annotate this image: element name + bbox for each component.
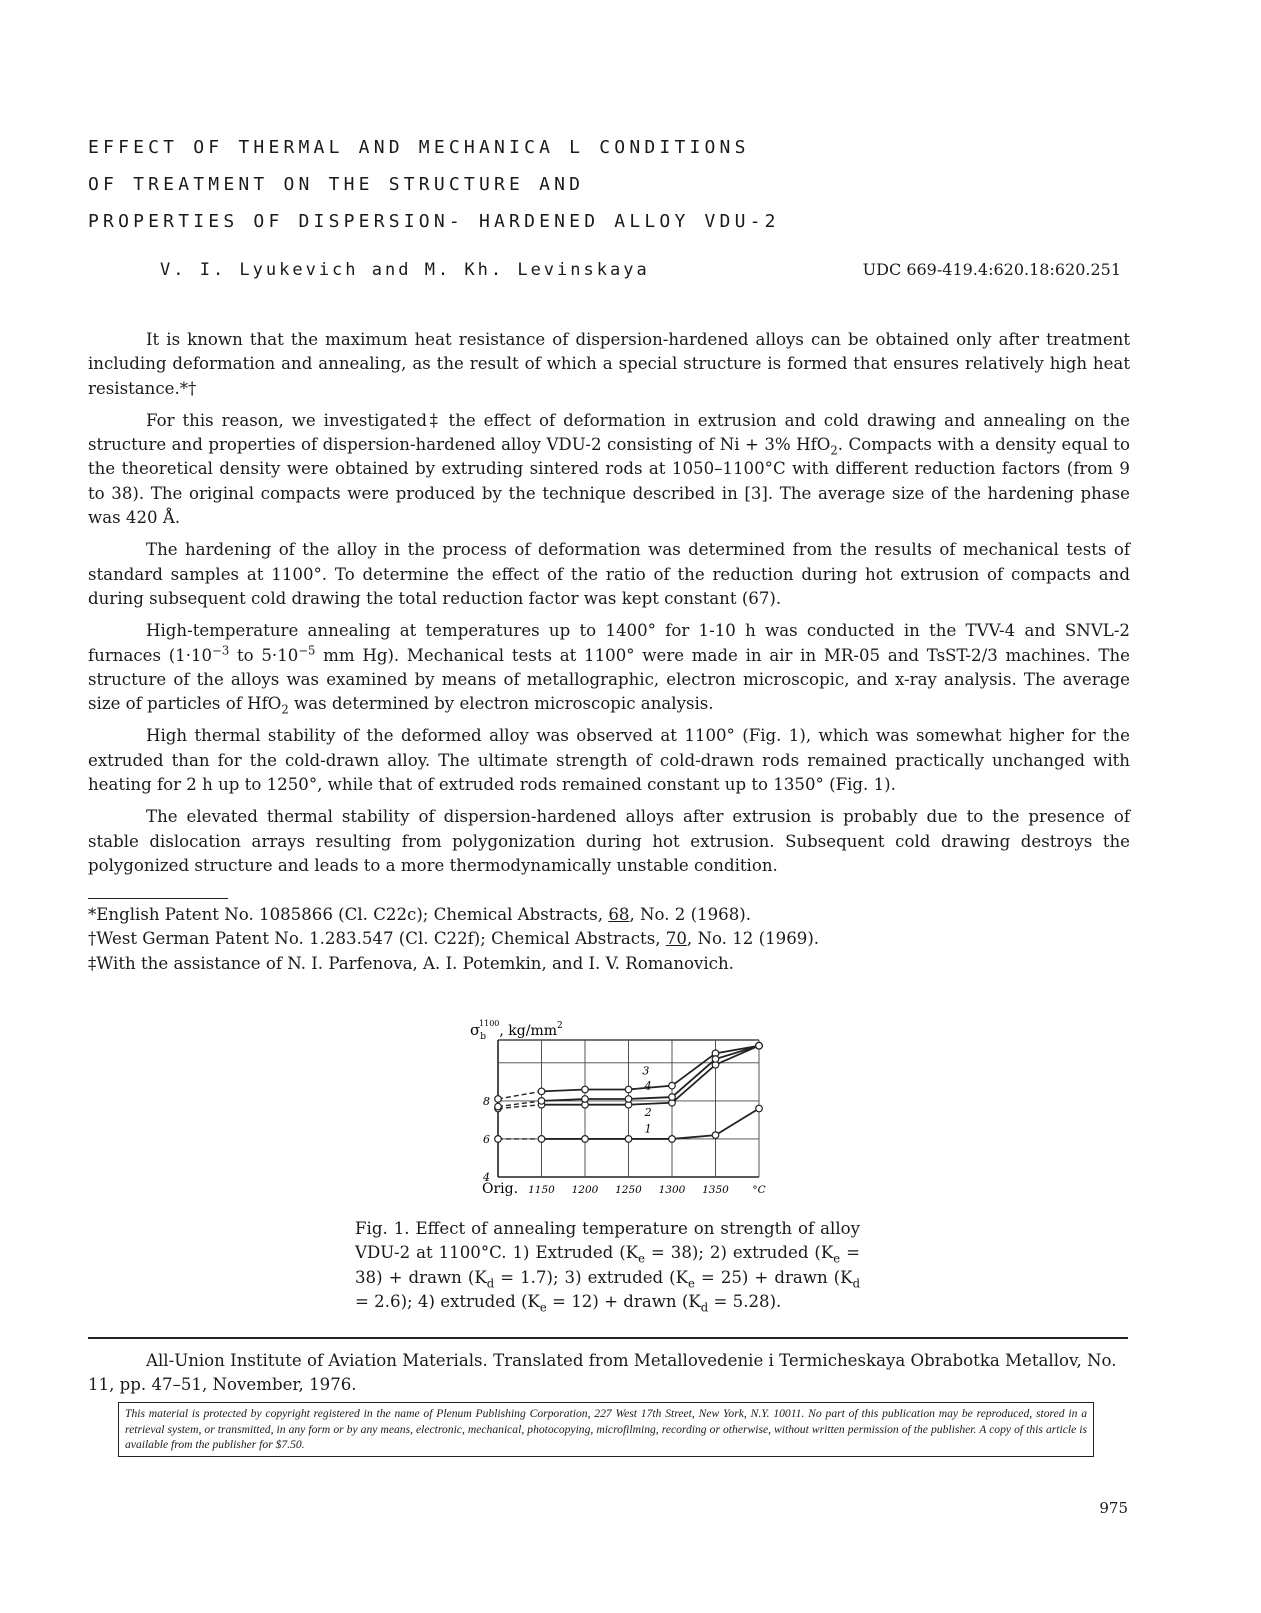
series-dashed-segment — [498, 1091, 542, 1099]
data-point — [756, 1105, 763, 1112]
y-ticks — [482, 1095, 490, 1184]
footnote-3: ‡With the assistance of N. I. Parfenova, A. I. Potemkin, and I. V. Romanovich. — [88, 953, 734, 973]
data-point — [582, 1086, 589, 1093]
y-tick-label: 4 — [483, 1171, 490, 1184]
paragraph-2: For this reason, we investigated‡ the effect of deformation in extrusion and cold drawing and annealing on the structure and properties of dispersion-hardened alloy VDU-2 consisting of Ni + 3% HfO$_2$. Compacts with a density equal to the theoretical density were obtained by extruding sintered rods at 1050–1100°C with different reduction factors (from 9 to 38). The original compacts were produced by the technique described in [3]. The average size of the hardening phase was 420 Å. — [88, 410, 1130, 528]
y-tick-label: 6 — [483, 1132, 490, 1146]
curve-label-4: 4 — [644, 1079, 652, 1093]
curve-label-3: 3 — [642, 1064, 650, 1078]
figure-caption: Fig. 1. Effect of annealing temperature on strength of alloy VDU-2 at 1100°C. 1) Extruded $(K_e = 38)$; 2) extruded $(K_e = 38)$ + drawn $(K_d = 1.7)$; 3) extruded $(K_e = 25)$ + drawn $(K_d = 2.6)$; 4) extruded $(K_e = 12)$ + drawn $(K_d = 5.28)$. — [355, 1219, 860, 1315]
data-point — [669, 1094, 676, 1101]
data-point — [625, 1136, 632, 1143]
copyright-notice: This material is protected by copyright registered in the name of Plenum Publishing Corporation, 227 West 17th Street, New York, N.Y. 10011. No part of this publication may be reproduced, stored in a retrieval system, or transmitted, in any form or by any means, electronic, mechanical, photocopying, microfilming, recording or otherwise, without written permission of the publisher. A copy of this article is available from the publisher for $7.50. — [118, 1402, 1094, 1457]
x-tick-label: °C — [752, 1184, 766, 1196]
curve-label-2: 2 — [644, 1106, 652, 1120]
data-point — [625, 1096, 632, 1103]
footnote-rule — [88, 898, 228, 899]
data-point — [538, 1136, 545, 1143]
article-body — [88, 328, 1130, 878]
authors: V. I. Lyukevich and M. Kh. Levinskaya — [160, 260, 650, 280]
footnote-1: *English Patent No. 1085866 (Cl. C22c); Chemical Abstracts, 68, No. 2 (1968). — [88, 905, 752, 924]
x-tick-label: 1300 — [658, 1184, 686, 1196]
series-dashed-segment — [498, 1105, 542, 1109]
series-dashed-segment — [498, 1101, 542, 1107]
data-point — [582, 1136, 589, 1143]
title-line-2: OF TREATMENT ON THE STRUCTURE AND — [88, 174, 585, 195]
data-point — [669, 1136, 676, 1143]
paragraph-5: High thermal stability of the deformed alloy was observed at 1100° (Fig. 1), which was somewhat higher for the extruded than for the cold-drawn alloy. The ultimate strength of cold-drawn rods remained practically unchanged with heating for 2 h up to 1250°, while that of extruded rods remained constant up to 1350° (Fig. 1). — [88, 726, 1130, 795]
y-tick-label: 8 — [483, 1094, 490, 1108]
affiliation: All-Union Institute of Aviation Materials. Translated from Metallovedenie i Termicheskaya Obrabotka Metallov, No. 11, pp. 47–51, November, 1976. — [88, 1351, 1117, 1395]
curve-label-1: 1 — [644, 1122, 652, 1136]
x-tick-label: Orig. — [481, 1181, 519, 1197]
figure-1-chart — [440, 1005, 780, 1205]
data-point — [495, 1136, 502, 1143]
data-point — [625, 1086, 632, 1093]
data-point — [712, 1132, 719, 1139]
x-tick-label: 1200 — [571, 1184, 599, 1196]
y-axis-label: $\sigma_b1100$, $kg/mm^2$ — [470, 1019, 563, 1042]
x-tick-label: 1350 — [702, 1184, 729, 1196]
footnotes — [88, 903, 819, 976]
bottom-rule — [88, 1337, 1128, 1339]
curve-labels — [642, 1064, 651, 1135]
paragraph-6: The elevated thermal stability of dispersion-hardened alloys after extrusion is probably due to the presence of stable dislocation arrays resulting from polygonization during hot extrusion. Subsequent cold drawing destroys the polygonized structure and leads to a more thermodynamically unstable condition. — [88, 807, 1130, 875]
data-point — [582, 1096, 589, 1103]
data-point — [495, 1096, 502, 1103]
x-tick-label: 1250 — [615, 1184, 642, 1196]
data-point — [756, 1042, 763, 1049]
udc-code: UDC 669-419.4:620.18:620.251 — [862, 260, 1121, 279]
paragraph-1: It is known that the maximum heat resistance of dispersion-hardened alloys can be obtained only after treatment including deformation and annealing, as the result of which a special structure is formed that ensures relatively high heat resistance.*† — [88, 330, 1130, 398]
x-tick-label: 1150 — [528, 1184, 555, 1196]
series-line — [542, 1046, 760, 1101]
data-point — [538, 1088, 545, 1095]
data-point — [495, 1103, 502, 1110]
paragraph-3: The hardening of the alloy in the process of deformation was determined from the results of mechanical tests of standard samples at 1100°. To determine the effect of the ratio of the reduction during hot extrusion of compacts and during subsequent cold drawing the total reduction factor was kept constant (67). — [88, 540, 1130, 608]
page-number: 975 — [1099, 1499, 1128, 1517]
x-ticks — [482, 1181, 766, 1197]
data-point — [712, 1056, 719, 1063]
data-point — [669, 1082, 676, 1089]
footnote-2: †West German Patent No. 1.283.547 (Cl. C22f); Chemical Abstracts, 70, No. 12 (1969). — [88, 929, 820, 949]
data-point — [538, 1098, 545, 1105]
title-line-3: PROPERTIES OF DISPERSION- HARDENED ALLOY VDU-2 — [88, 211, 780, 232]
title-line-1: EFFECT OF THERMAL AND MECHANICA L CONDITIONS — [88, 137, 750, 158]
series-line — [542, 1046, 760, 1105]
paragraph-4: High-temperature annealing at temperatures up to 1400° for 1-10 h was conducted in the TVV-4 and SNVL-2 furnaces ($1\cdot 10^{-3}$ to $5\cdot 10^{-5}$ mm Hg). Mechanical tests at 1100° were made in air in MR-05 and TsST-2/3 machines. The structure of the alloys was examined by means of metallographic, electron microscopic, and x-ray analysis. The average size of particles of HfO$_2$ was determined by electron microscopic analysis. — [88, 621, 1130, 717]
